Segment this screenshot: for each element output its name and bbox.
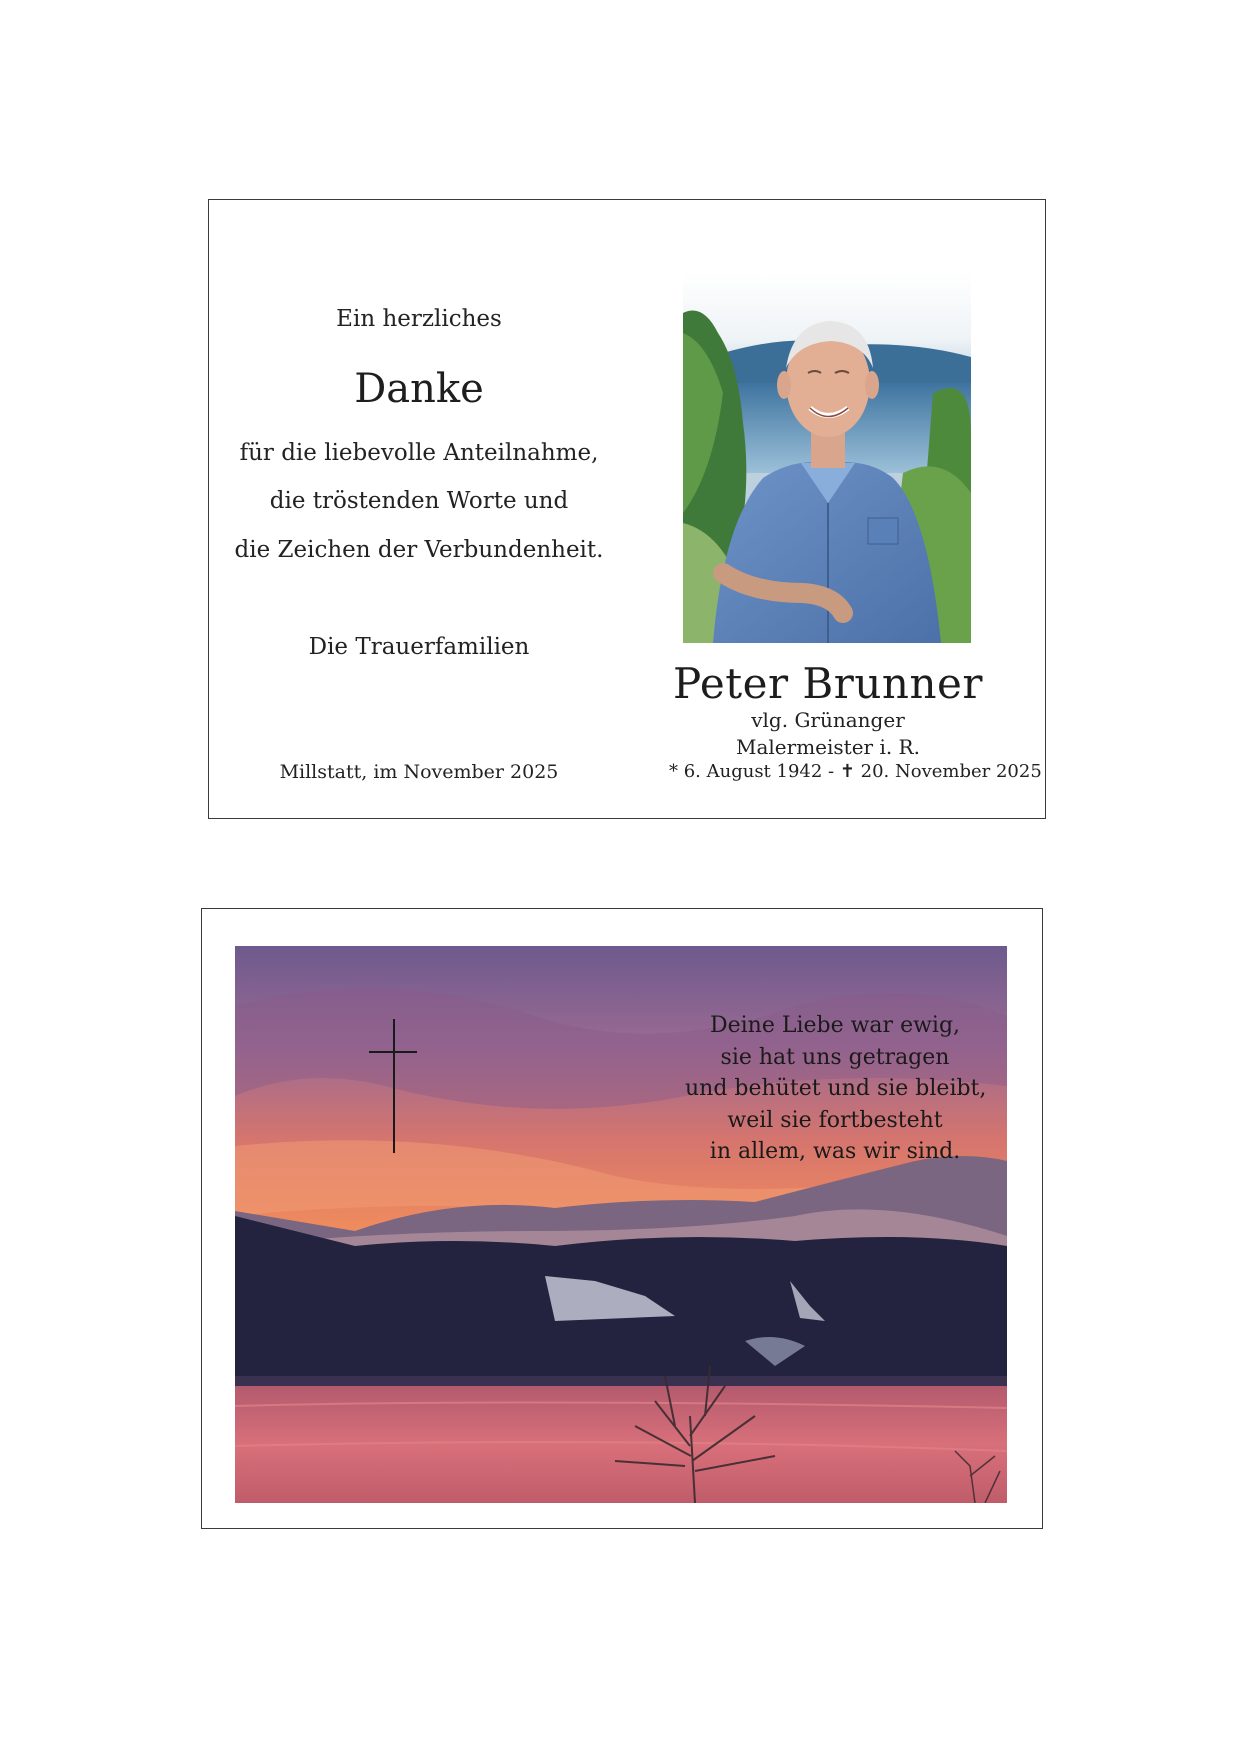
memorial-quote [685,1010,985,1168]
deceased-nickname: vlg. Grünanger [751,708,905,732]
sunset-lake-landscape [235,946,1007,1503]
memorial-card [201,908,1043,1529]
thanks-line-1: für die liebevolle Anteilnahme, [239,440,599,466]
headline-danke: Danke [354,366,484,412]
life-dates: * 6. August 1942 - ✝ 20. November 2025 [669,761,1042,782]
deceased-name: Peter Brunner [673,659,983,708]
quote-line-3: und behütet und sie bleibt, [685,1076,987,1101]
intro-text: Ein herzliches [336,306,502,332]
thank-you-card [208,199,1046,819]
cross-icon [393,1019,395,1153]
portrait-photo [683,273,971,643]
quote-line-4: weil sie fortbesteht [727,1107,943,1133]
thanks-line-2: die tröstenden Worte und [269,488,569,514]
deceased-profession: Malermeister i. R. [736,735,920,759]
quote-line-5: in allem, was wir sind. [709,1139,961,1164]
place-date: Millstatt, im November 2025 [279,761,559,783]
thanks-line-3: die Zeichen der Verbundenheit. [234,537,604,563]
quote-line-1: Deine Liebe war ewig, [709,1013,961,1038]
signature: Die Trauerfamilien [308,634,530,660]
quote-line-2: sie hat uns getragen [720,1044,950,1070]
cross-icon-beam [369,1051,417,1053]
